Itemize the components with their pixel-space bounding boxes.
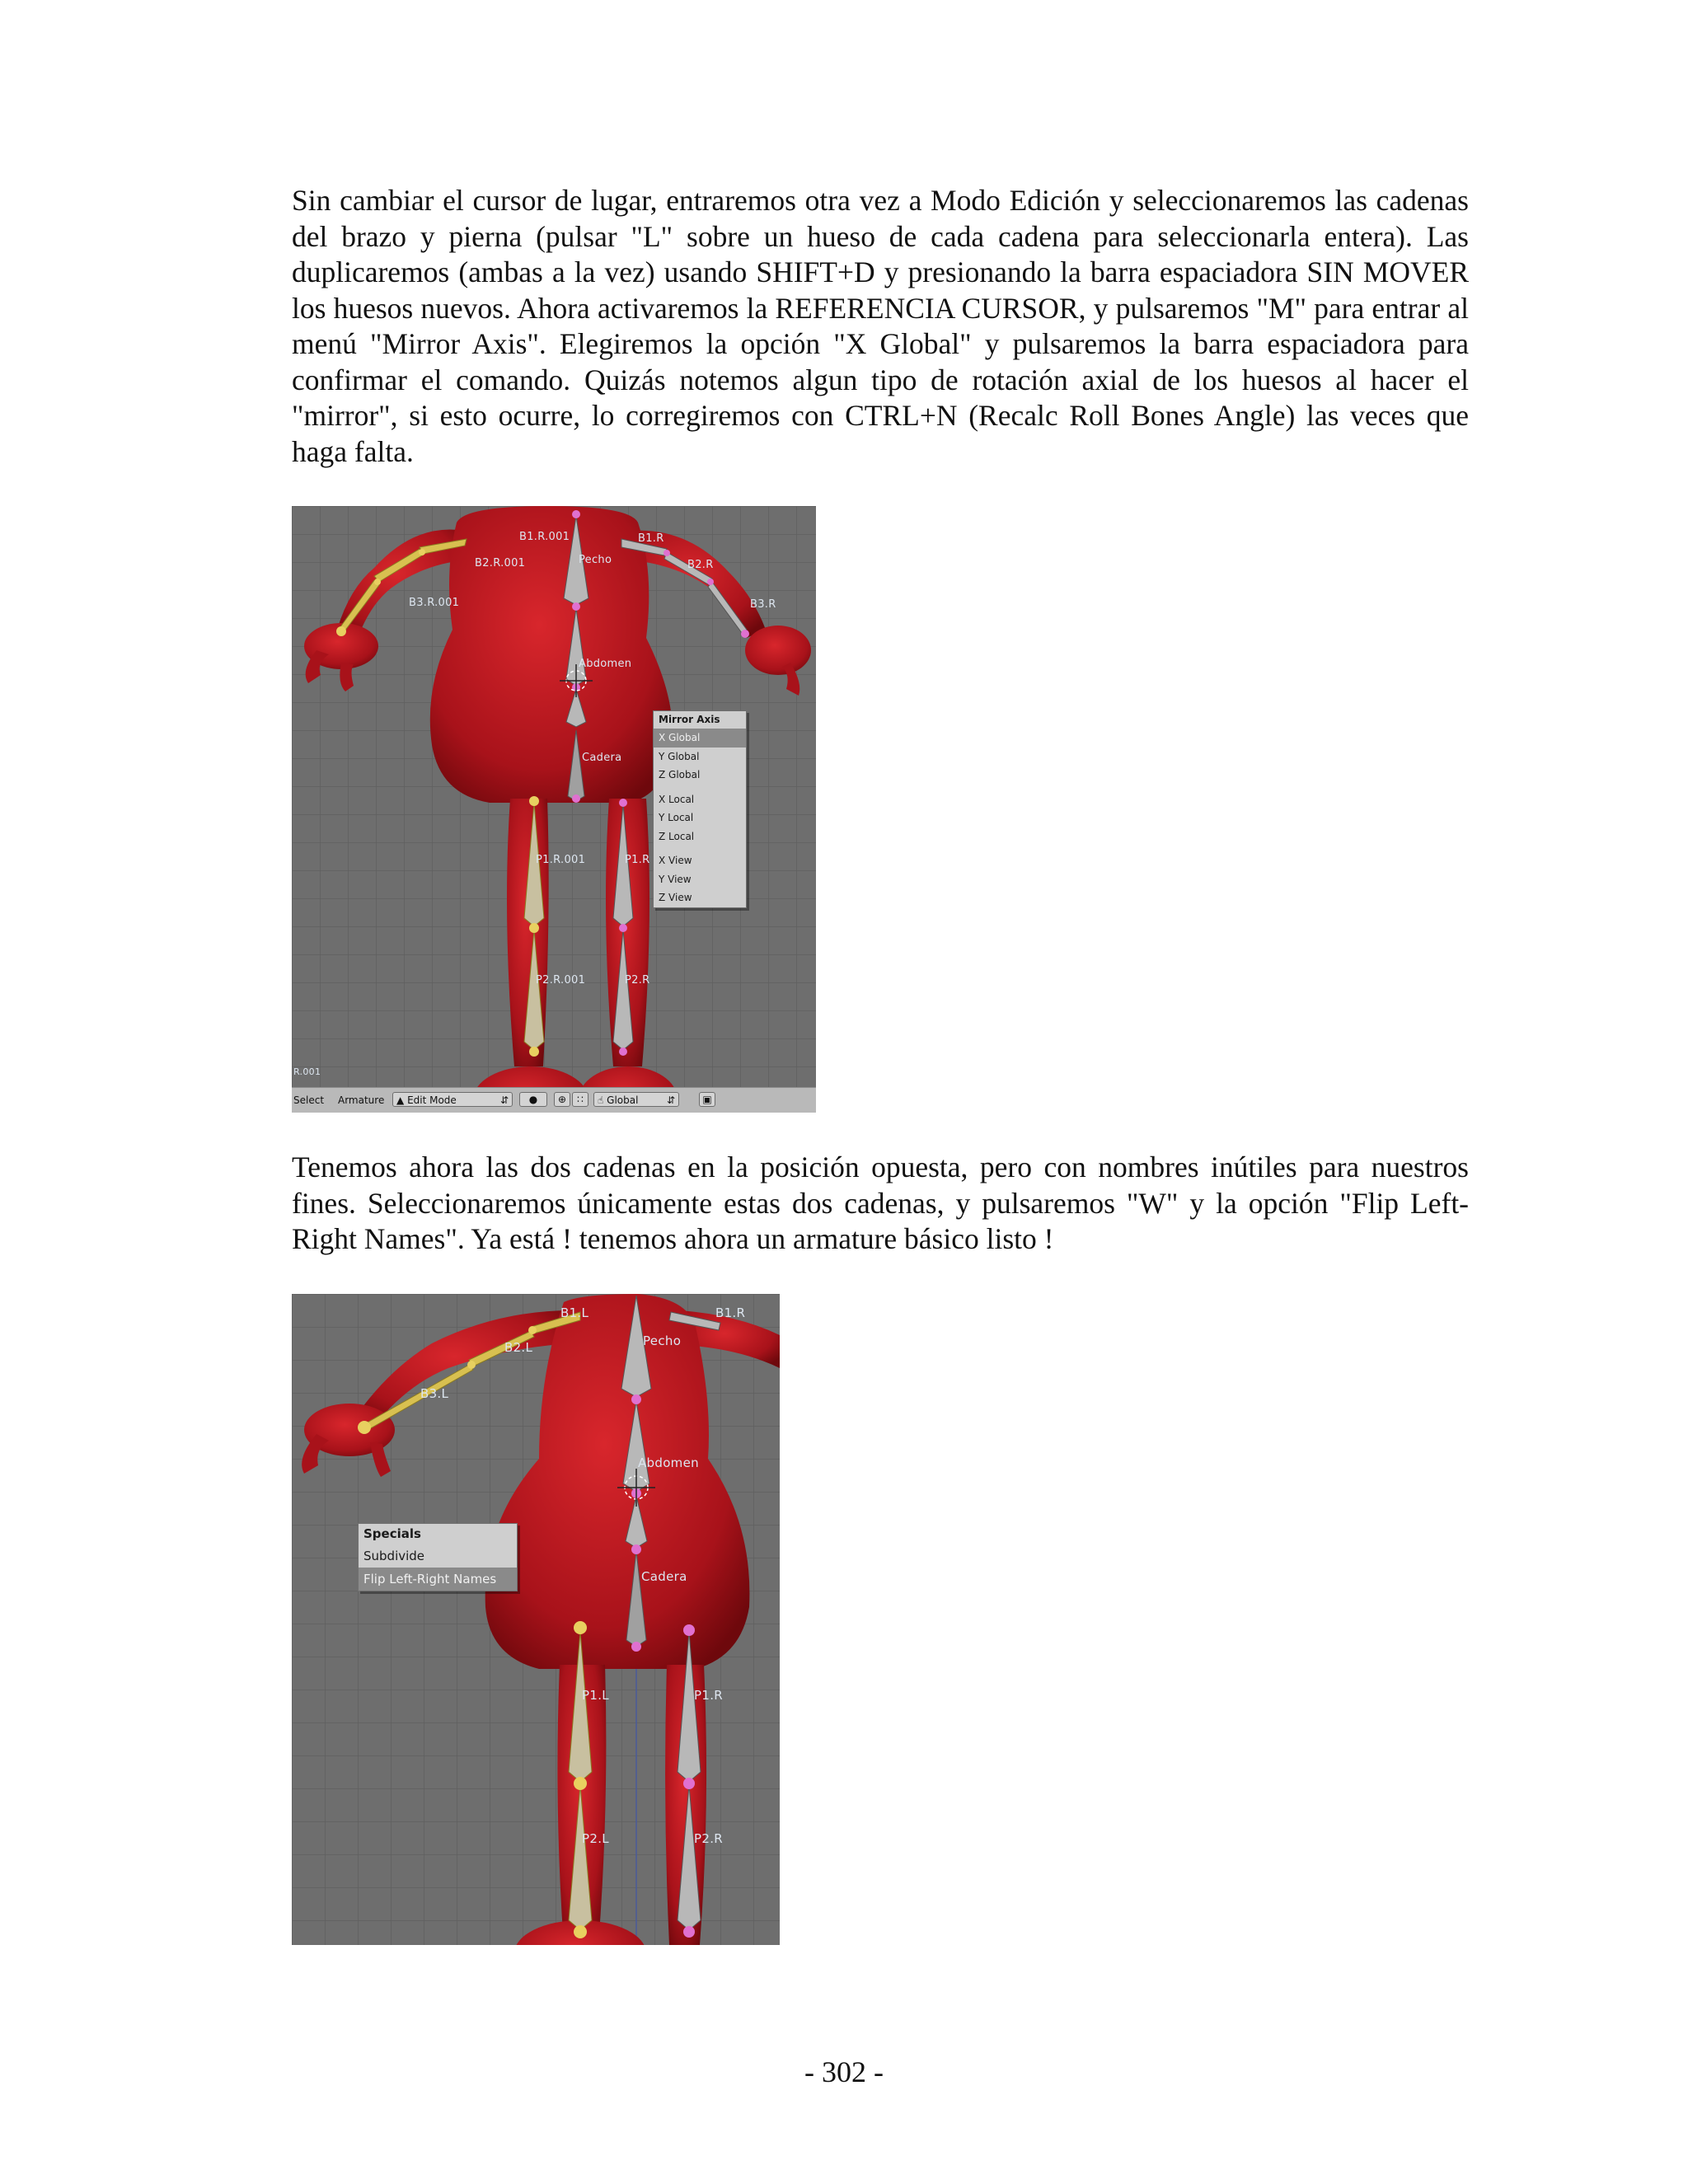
page-number: - 302 -	[804, 2055, 884, 2088]
label-pecho: Pecho	[643, 1333, 682, 1348]
pivot-button[interactable]	[554, 1092, 570, 1107]
label-b1r: B1.R	[715, 1305, 746, 1320]
menu-item-y-view[interactable]: Y View	[659, 873, 692, 885]
label-b1l: B1.L	[560, 1305, 589, 1320]
menu-item-z-view[interactable]: Z View	[659, 892, 692, 903]
menu-title: Specials	[363, 1526, 421, 1541]
menu-separator	[654, 785, 746, 790]
menu-item-x-global[interactable]: X Global	[654, 729, 746, 748]
mode-select[interactable]	[392, 1092, 513, 1107]
label-corner: R.001	[293, 1066, 321, 1077]
paragraph-1: Sin cambiar el cursor de lugar, entraremos otra vez a Modo Edición y seleccionaremos las cadenas del brazo y pierna (pulsar "L" sobre un hueso de cada cadena para seleccionarla entera). Las duplicaremos (ambas a la vez) usando SHIFT+D y presionando la barra espaciadora SIN MOVER los huesos nuevos. Ahora activaremos la REFERENCIA CURSOR, y pulsaremos "M" para entrar al menú "Mirror Axis". Elegiremos la opción "X Global" y pulsaremos la barra espaciadora para confirmar el comando. Quizás notemos algun tipo de rotación axial de los huesos al hacer el "mirror", si esto ocurre, lo corregiremos con CTRL+N (Recalc Roll Bones Angle) las veces que haga falta.	[292, 184, 1469, 468]
draw-type-icon: ●	[528, 1094, 538, 1105]
grid-dots-icon: ∷	[577, 1094, 584, 1105]
label-cadera: Cadera	[641, 1569, 687, 1584]
menu-item-flip-left-right-names[interactable]: Flip Left-Right Names	[359, 1568, 517, 1591]
viewport-3d-2	[292, 1294, 780, 1945]
label-b2l: B2.L	[504, 1340, 533, 1355]
mode-label: Edit Mode	[407, 1094, 457, 1106]
label-b2r: B2.R	[687, 559, 714, 571]
orientation-label: Global	[607, 1094, 639, 1106]
label-p1r001: P1.R.001	[536, 854, 586, 866]
dropdown-arrow-icon: ⇵	[666, 1094, 675, 1106]
menu-separator	[654, 846, 746, 851]
menu-select[interactable]: Select	[293, 1094, 325, 1106]
draw-type-button[interactable]	[519, 1092, 547, 1107]
label-b1r001: B1.R.001	[519, 531, 570, 543]
label-cadera: Cadera	[582, 752, 622, 764]
label-p1r: P1.R	[625, 854, 650, 866]
menu-title: Mirror Axis	[659, 714, 720, 725]
right-hand	[745, 626, 811, 675]
image-icon: ▣	[702, 1094, 712, 1105]
label-p1l: P1.L	[582, 1688, 609, 1703]
torso	[430, 506, 673, 803]
label-p2l: P2.L	[582, 1831, 609, 1846]
label-p2r: P2.R	[694, 1831, 723, 1846]
armature-icon: ▲	[396, 1094, 405, 1106]
menu-item-z-local[interactable]: Z Local	[659, 830, 695, 842]
menu-armature[interactable]: Armature	[338, 1094, 385, 1106]
dropdown-arrow-icon: ⇵	[499, 1094, 509, 1106]
menu-item-y-global[interactable]: Y Global	[659, 750, 700, 762]
hand-icon: ☝	[598, 1094, 604, 1106]
label-p1r: P1.R	[694, 1688, 723, 1703]
paragraph-2: Tenemos ahora las dos cadenas en la posición opuesta, pero con nombres inútiles para nuestros fines. Seleccionaremos únicamente estas dos cadenas, y pulsaremos "W" y la opción "Flip Left-Right Names". Ya está ! tenemos ahora un armature básico listo !	[292, 1151, 1469, 1255]
viewport-header-bar	[292, 1087, 816, 1113]
orientation-select[interactable]	[593, 1092, 679, 1107]
label-b2r001: B2.R.001	[475, 557, 526, 569]
pivot-cursor-icon: ⊕	[557, 1094, 567, 1105]
render-button[interactable]	[699, 1092, 715, 1107]
label-b3r001: B3.R.001	[409, 597, 460, 609]
label-p2r: P2.R	[625, 974, 650, 987]
screenshot-specials-menu	[292, 1294, 780, 1945]
label-abdomen: Abdomen	[579, 658, 632, 670]
specials-menu	[358, 1523, 518, 1591]
label-b3r: B3.R	[750, 598, 776, 611]
screenshot-mirror-axis	[292, 506, 816, 1113]
label-pecho: Pecho	[579, 554, 612, 566]
menu-item-x-local[interactable]: X Local	[659, 793, 695, 805]
menu-item-z-global[interactable]: Z Global	[659, 769, 701, 780]
menu-item-y-local[interactable]: Y Local	[659, 812, 694, 823]
mirror-axis-menu	[653, 710, 747, 908]
menu-item-subdivide[interactable]: Subdivide	[363, 1549, 425, 1563]
label-p2r001: P2.R.001	[536, 974, 586, 987]
label-abdomen: Abdomen	[638, 1455, 699, 1470]
label-b3l: B3.L	[420, 1386, 449, 1401]
label-b1r: B1.R	[638, 532, 664, 545]
proportional-button[interactable]	[572, 1092, 588, 1107]
menu-item-x-view[interactable]: X View	[659, 855, 692, 866]
